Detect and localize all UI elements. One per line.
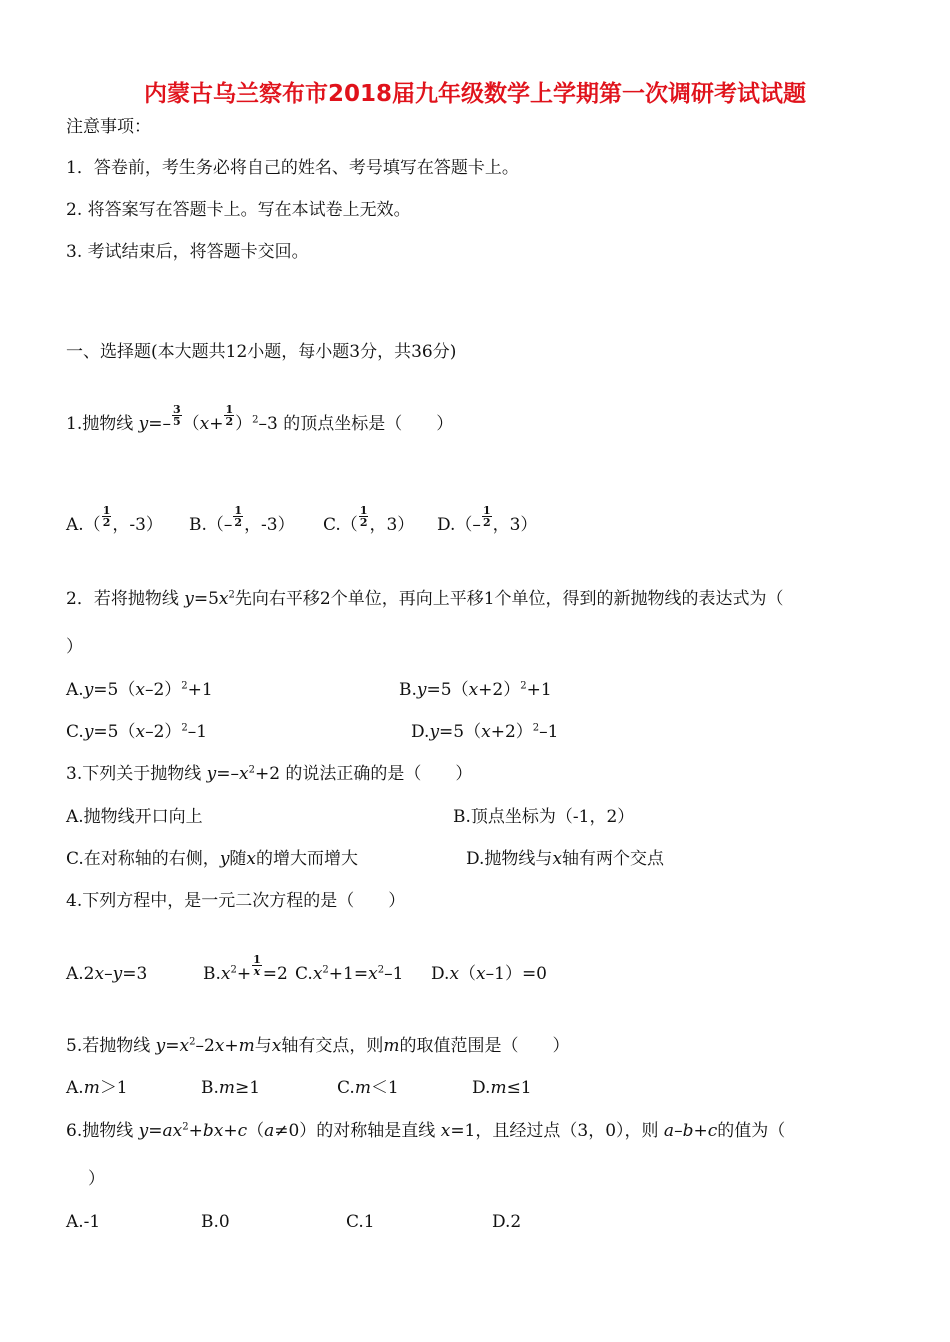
q1-c-fraction: $\frac{1}{2}$ <box>359 504 368 529</box>
q1-option-c: C.（ $\frac{1}{2}$ ，3） <box>323 504 415 535</box>
q1-fraction-2: $\frac{1}{2}$ <box>225 403 234 428</box>
q1-fraction-1: $\frac{3}{5}$ <box>172 403 181 428</box>
q2-option-b: $B.y=5(x+2)^2+1$ <box>399 680 552 700</box>
q1-b-fraction: $\frac{1}{2}$ <box>234 504 243 529</box>
q1-exponent: 2 <box>252 414 259 426</box>
q1-option-b: B.（– $\frac{1}{2}$ ，-3） <box>189 504 295 535</box>
q6-option-b: B.0 <box>201 1212 230 1232</box>
q6-option-d: D.2 <box>492 1212 522 1232</box>
q1-plus: + <box>209 414 224 434</box>
q3-option-c: C.在对称轴的右侧，y随x的增大而增大 <box>66 849 359 869</box>
q2-option-c: $C.y=5(x-2)^2-1$ <box>66 722 208 742</box>
question-4-stem: 4.下列方程中，是一元二次方程的是（ ） <box>66 891 406 911</box>
q1-option-d: D.（– $\frac{1}{2}$ ，3） <box>437 504 538 535</box>
notice-item-3: 3. 考试结束后，将答题卡交回。 <box>66 242 309 262</box>
q5-option-b: B.m≥1 <box>201 1078 261 1098</box>
q5-option-d: D.m≤1 <box>472 1078 532 1098</box>
q2-option-a: $A.y=5(x-2)^2+1$ <box>66 680 213 700</box>
q1-var-y: y <box>138 414 149 434</box>
q3-option-d: D.抛物线与x轴有两个交点 <box>466 849 665 869</box>
q2-option-d: $D.y=5(x+2)^2-1$ <box>411 722 559 742</box>
q1-lparen: （ <box>182 414 200 434</box>
q1-text: 1.抛物线 <box>66 414 139 434</box>
q5-option-c: C.m＜1 <box>337 1078 399 1098</box>
q1-rparen: ） <box>235 414 253 434</box>
q4-option-d: D.x（x–1）=0 <box>431 964 548 984</box>
question-1-stem <box>66 403 454 436</box>
q5-option-a: A.m＞1 <box>66 1078 128 1098</box>
question-6-stem-cont: ） <box>88 1169 105 1189</box>
q3-option-b: B.顶点坐标为（-1，2） <box>453 807 635 827</box>
question-5-stem: 5.若抛物线 $y=x^2-2x+m$与x轴有交点，则m的取值范围是（ ） <box>66 1036 570 1056</box>
q4-option-c: $C.x^2+1=x^2-1$ <box>295 964 404 984</box>
q1-option-a: A.（ $\frac{1}{2}$ ，-3） <box>66 504 163 535</box>
q6-option-a: A.-1 <box>66 1212 101 1232</box>
q1-tail: –3 的顶点坐标是（ ） <box>258 414 454 434</box>
q4-option-b: $B.x^2+$ $\frac{1}{x}$ =2 <box>203 953 288 984</box>
question-3-stem: 3.下列关于抛物线 $y=-x^2+2$ 的说法正确的是（ ） <box>66 764 473 784</box>
question-2-stem-cont: ） <box>66 637 83 657</box>
notice-heading: 注意事项： <box>66 117 151 137</box>
q4-option-a: A.2x–y=3 <box>66 964 148 984</box>
q1-var-x: x <box>199 414 210 434</box>
exam-title: 内蒙古乌兰察布市2018届九年级数学上学期第一次调研考试试题 <box>143 81 806 107</box>
q1-a-fraction: $\frac{1}{2}$ <box>102 504 111 529</box>
notice-item-2: 2. 将答案写在答题卡上。写在本试卷上无效。 <box>66 200 411 220</box>
section-heading: 一、选择题(本大题共12小题，每小题3分，共36分) <box>66 342 457 362</box>
q3-option-a: A.抛物线开口向上 <box>66 807 203 827</box>
q4-b-fraction: $\frac{1}{x}$ <box>253 953 261 978</box>
question-2-stem: 2．若将抛物线 $y=5x^2$先向右平移2个单位，再向上平移1个单位，得到的新抛物线的表达式为（ <box>66 589 784 609</box>
question-6-stem: 6.抛物线 $y=ax^2+bx+c(a\ne 0)$的对称轴是直线 x=1，且经过点（3，0），则 a–b+c的值为（ <box>66 1121 786 1141</box>
q1-eq: =– <box>148 414 171 434</box>
notice-item-1: 1．答卷前，考生务必将自己的姓名、考号填写在答题卡上。 <box>66 158 519 178</box>
q1-d-fraction: $\frac{1}{2}$ <box>482 504 491 529</box>
q6-option-c: C.1 <box>346 1212 375 1232</box>
